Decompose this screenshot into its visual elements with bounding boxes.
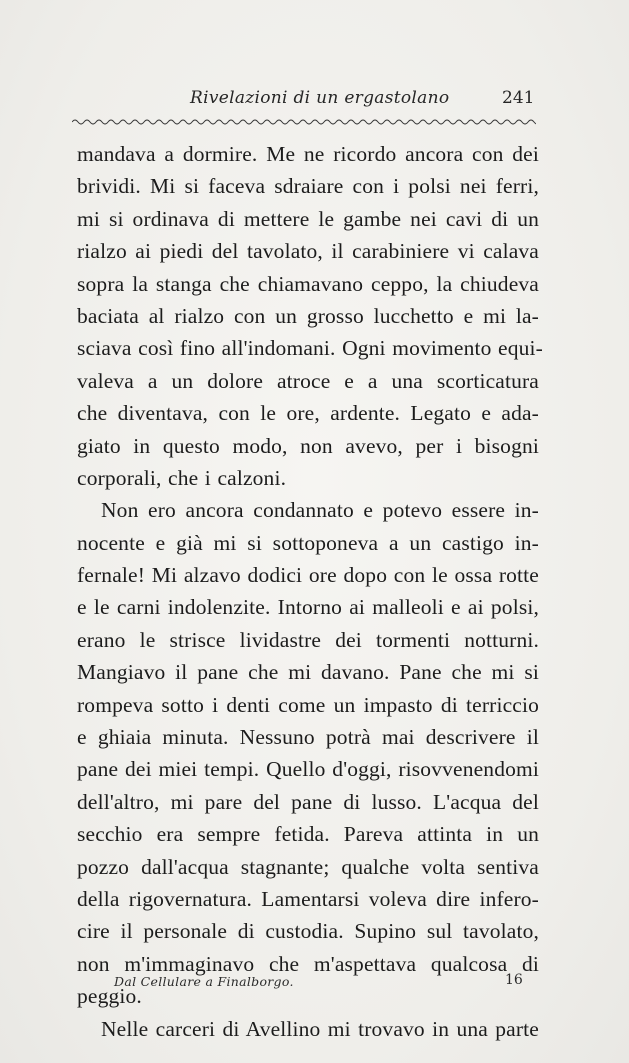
text-line: della rigovernatura. Lamentarsi voleva dire infero- bbox=[77, 886, 539, 911]
text-line: Nelle carceri di Avellino mi trovavo in una parte bbox=[101, 1016, 539, 1041]
signature-mark: Dal Cellulare a Finalborgo. bbox=[114, 974, 294, 989]
page-number: 241 bbox=[502, 88, 535, 108]
sheet-number: 16 bbox=[505, 972, 523, 988]
text-line: sciava così fino all'indomani. Ogni movimento equi- bbox=[77, 336, 543, 361]
text-line: Non ero ancora condannato e potevo essere in- bbox=[101, 498, 539, 523]
text-line: rialzo ai piedi del tavolato, il carabiniere vi calava bbox=[77, 239, 539, 264]
text-line: sopra la stanga che chiamavano ceppo, la chiudeva bbox=[77, 271, 539, 296]
running-header bbox=[0, 88, 629, 112]
text-line: pozzo dall'acqua stagnante; qualche volta sentiva bbox=[77, 854, 539, 879]
text-line: secchio era sempre fetida. Pareva attinta in un bbox=[77, 822, 539, 847]
text-line: erano le strisce lividastre dei tormenti notturni. bbox=[77, 627, 539, 652]
body-text bbox=[77, 138, 543, 1045]
text-line: e ghiaia minuta. Nessuno potrà mai descrivere il bbox=[77, 725, 539, 750]
wavy-rule-divider bbox=[72, 117, 536, 127]
text-line: cire il personale di custodia. Supino sul tavolato, bbox=[77, 919, 539, 944]
text-line: fernale! Mi alzavo dodici ore dopo con le ossa rotte bbox=[77, 563, 539, 588]
text-line: che diventava, con le ore, ardente. Legato e ada- bbox=[77, 401, 539, 426]
text-line: rompeva sotto i denti come un impasto di terriccio bbox=[77, 692, 539, 717]
text-line: dell'altro, mi pare del pane di lusso. L'acqua del bbox=[77, 789, 539, 814]
text-line: giato in questo modo, non avevo, per i bisogni bbox=[77, 433, 539, 458]
text-line: brividi. Mi si faceva sdraiare con i polsi nei ferri, bbox=[77, 174, 539, 199]
text-line: peggio. bbox=[77, 984, 142, 1009]
running-title: Rivelazioni di un ergastolano bbox=[190, 88, 450, 108]
text-line: mandava a dormire. Me ne ricordo ancora con dei bbox=[77, 142, 539, 166]
text-line: nocente e già mi si sottoponeva a un castigo in- bbox=[77, 530, 539, 555]
page-footer bbox=[0, 972, 629, 996]
text-line: mi si ordinava di mettere le gambe nei cavi di un bbox=[77, 206, 539, 231]
text-line: baciata al rialzo con un grosso lucchetto e mi la- bbox=[77, 303, 539, 328]
text-line: pane dei miei tempi. Quello d'oggi, risovvenendomi bbox=[77, 757, 539, 782]
text-line: non m'immaginavo che m'aspettava qualcosa di bbox=[77, 951, 539, 976]
text-line: corporali, che i calzoni. bbox=[77, 465, 287, 490]
text-line: Mangiavo il pane che mi davano. Pane che mi si bbox=[77, 660, 539, 685]
text-line: valeva a un dolore atroce e a una scorticatura bbox=[77, 368, 539, 393]
text-line: e le carni indolenzite. Intorno ai malleoli e ai polsi, bbox=[77, 595, 539, 620]
